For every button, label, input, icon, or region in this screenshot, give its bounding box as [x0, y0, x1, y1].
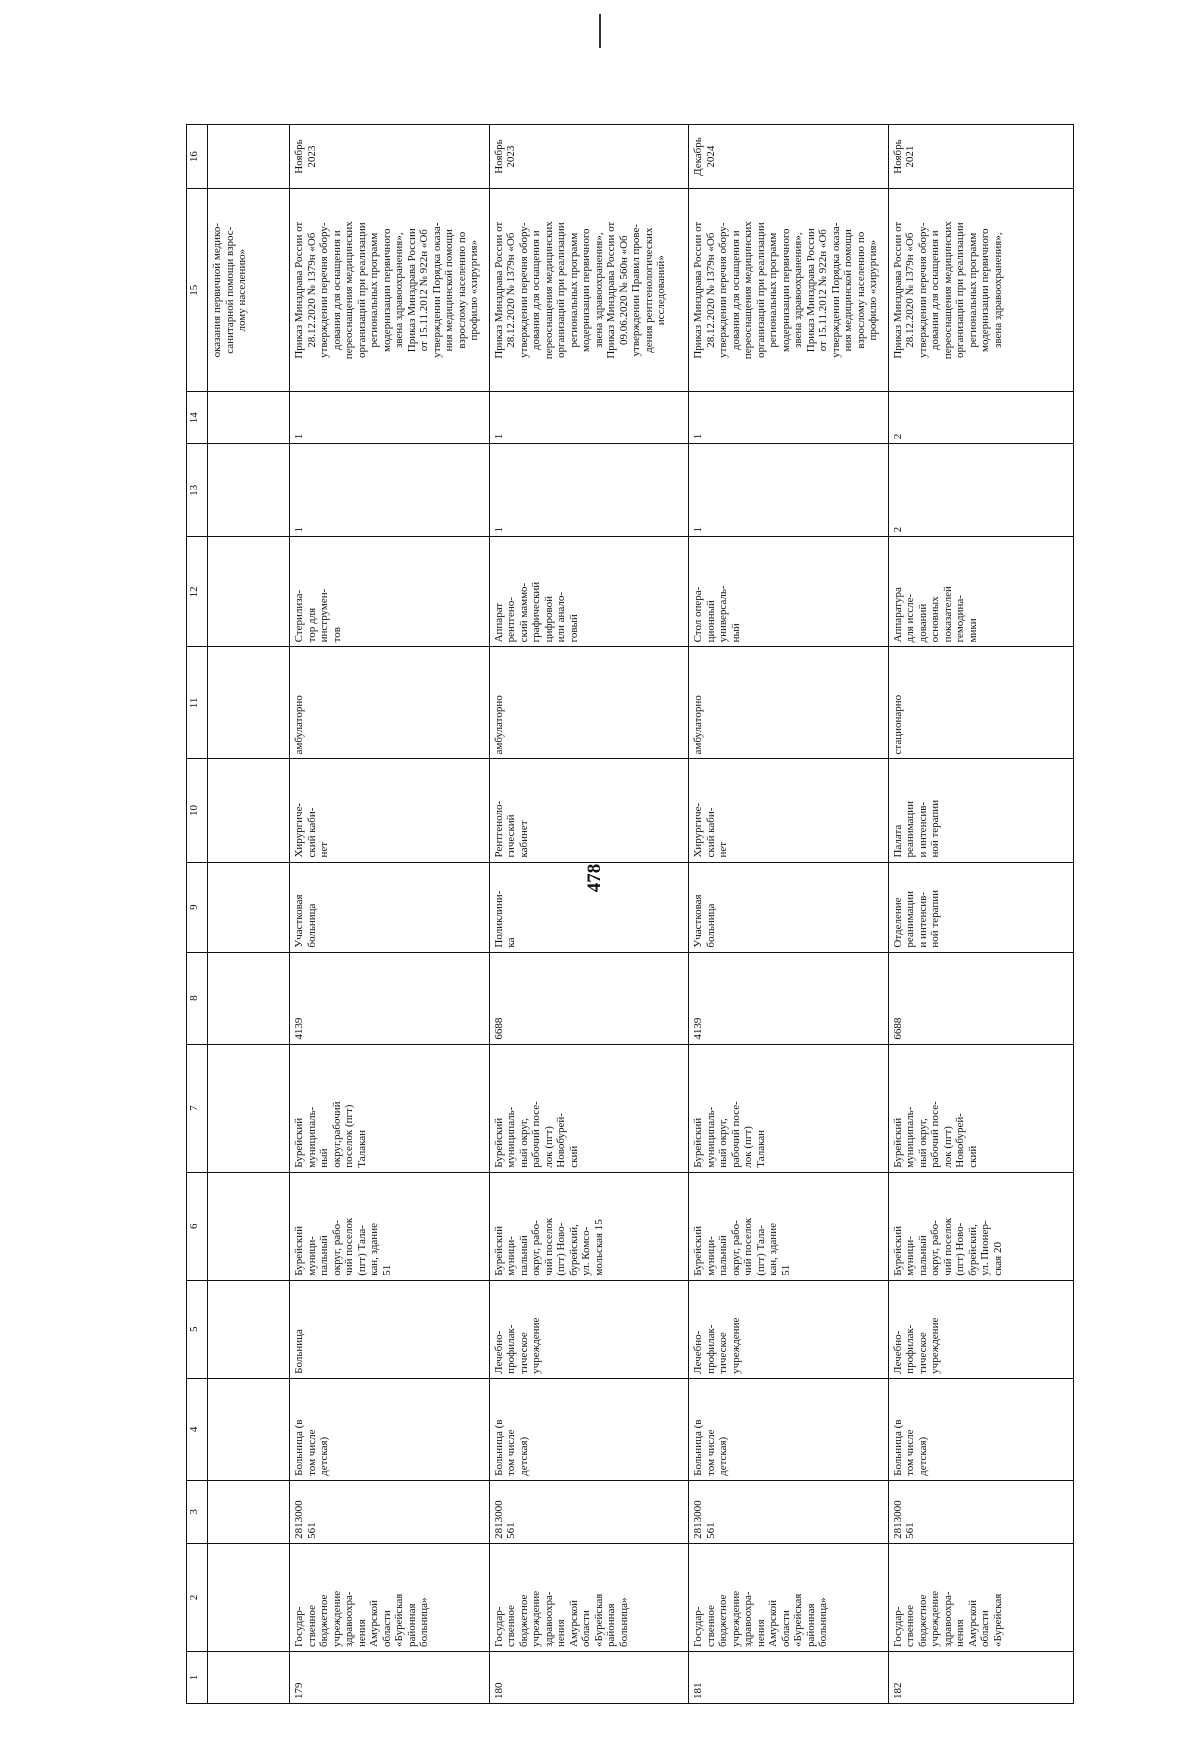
population: 6688 — [489, 952, 688, 1044]
column-number: 3 — [187, 1480, 208, 1543]
table-row — [689, 125, 888, 1704]
address: Бурейский муници- пальный округ, рабо- чий поселок (пгт) Тала- кан, здание 51 — [689, 1172, 888, 1280]
locality: Бурейский муниципаль- ный округ, рабочий посе- лок (пгт) Новобурей- ский — [888, 1044, 1073, 1172]
column-number: 13 — [187, 444, 208, 537]
column-number: 8 — [187, 952, 208, 1044]
column-number: 11 — [187, 647, 208, 759]
delivery-date: Ноябрь 2023 — [290, 125, 489, 189]
quantity-14: 1 — [489, 392, 688, 444]
equipment-name: Аппаратура для иссле- дований основных показателей гемодина- мики — [888, 537, 1073, 647]
column-number: 14 — [187, 392, 208, 444]
institution-kind: Лечебно- профилак- тическое учреждение — [888, 1280, 1073, 1378]
empty-cell — [208, 392, 290, 444]
continuation-text: оказания первичной медико- санитарной помощи взрос- лому населению» — [208, 189, 290, 392]
quantity-14: 1 — [689, 392, 888, 444]
row-number: 180 — [489, 1651, 688, 1703]
quantity-13: 1 — [689, 444, 888, 537]
unit: Рентгеноло- гический кабинет — [489, 759, 688, 862]
institution-kind: Больница — [290, 1280, 489, 1378]
table-row — [290, 125, 489, 1704]
column-number: 15 — [187, 189, 208, 392]
locality: Бурейский муниципаль- ный округ,рабочий поселок (пгт) Талакан — [290, 1044, 489, 1172]
empty-cell — [208, 1651, 290, 1703]
address: Бурейский муници- пальный округ, рабо- чий поселок (пгт) Тала- кан, здание 51 — [290, 1172, 489, 1280]
quantity-14: 1 — [290, 392, 489, 444]
legal-basis: Приказ Минздрава России от 28.12.2020 № 1379н «Об утверждении перечня обору- дования для оснащения и переоснащения медицинских организаций при реализации региональных программ модернизации первичного звена здравоохранения», Приказ Минздрава России от 09.06.2020 № 560н «Об утверждении Правил прове- дения рентгенологических исследований» — [489, 189, 688, 392]
quantity-13: 2 — [888, 444, 1073, 537]
organization-name: Государ- ственное бюджетное учреждение здравоохра- нения Амурской области «Бурейская районная больница» — [290, 1543, 489, 1651]
column-number: 2 — [187, 1543, 208, 1651]
equipment-registry-table — [186, 124, 1074, 1704]
empty-cell — [208, 862, 290, 952]
rotated-table-frame — [186, 124, 1074, 1704]
unit: Хирургиче- ский каби- нет — [689, 759, 888, 862]
empty-cell — [208, 125, 290, 189]
table-row — [888, 125, 1073, 1704]
quantity-13: 1 — [489, 444, 688, 537]
equipment-name: Стол опера- ционный универсаль- ный — [689, 537, 888, 647]
organization-type: Больница (в том числе детская) — [888, 1378, 1073, 1480]
organization-code: 2813000 561 — [689, 1480, 888, 1543]
delivery-date: Декабрь 2024 — [689, 125, 888, 189]
column-number: 7 — [187, 1044, 208, 1172]
delivery-date: Ноябрь 2023 — [489, 125, 688, 189]
institution-kind: Лечебно- профилак- тическое учреждение — [689, 1280, 888, 1378]
equipment-name: Аппарат рентгено- ский маммо- графический цифровой или анало- говый — [489, 537, 688, 647]
empty-cell — [208, 1378, 290, 1480]
care-conditions: стационарно — [888, 647, 1073, 759]
locality: Бурейский муниципаль- ный округ, рабочий посе- лок (пгт) Новобурей- ский — [489, 1044, 688, 1172]
empty-cell — [208, 952, 290, 1044]
equipment-name: Стерилиза- тор для инструмен- тов — [290, 537, 489, 647]
continuation-row — [208, 125, 290, 1704]
column-number: 16 — [187, 125, 208, 189]
population: 6688 — [888, 952, 1073, 1044]
empty-cell — [208, 1172, 290, 1280]
legal-basis: Приказ Минздрава России от 28.12.2020 № 1379н «Об утверждении перечня обору- дования для оснащения и переоснащения медицинских организаций при реализации региональных программ модернизации первичного звена здравоохранения», Приказ Минздрава России от 15.11.2012 № 922н «Об утверждении Порядка оказа- ния медицинской помощи взрослому населению по профилю «хирургия» — [290, 189, 489, 392]
margin-mark — [599, 14, 601, 48]
subdivision: Отделение реанимации и интенсив- ной терапии — [888, 862, 1073, 952]
subdivision: Поликлини- ка — [489, 862, 688, 952]
unit: Хирургиче- ский каби- нет — [290, 759, 489, 862]
organization-name: Государ- ственное бюджетное учреждение здравоохра- нения Амурской области «Бурейская районная больница» — [689, 1543, 888, 1651]
organization-name: Государ- ственное бюджетное учреждение здравоохра- нения Амурской области «Бурейская районная больница» — [489, 1543, 688, 1651]
organization-type: Больница (в том числе детская) — [689, 1378, 888, 1480]
organization-type: Больница (в том числе детская) — [290, 1378, 489, 1480]
organization-code: 2813000 561 — [290, 1480, 489, 1543]
legal-basis: Приказ Минздрава России от 28.12.2020 № 1379н «Об утверждении перечня обору- дования для оснащения и переоснащения медицинских организаций при реализации региональных программ модернизации первичного звена здравоохранения», Приказ Минздрава России от 15.11.2012 № 922н «Об утверждении Порядка оказа- ния медицинской помощи взрослому населению по профилю «хирургия» — [689, 189, 888, 392]
care-conditions: амбулаторно — [689, 647, 888, 759]
row-number: 181 — [689, 1651, 888, 1703]
address: Бурейский муници- пальный округ, рабо- чий поселок (пгт) Ново- бурейский, ул. Пионер- ская 20 — [888, 1172, 1073, 1280]
column-number: 12 — [187, 537, 208, 647]
empty-cell — [208, 1280, 290, 1378]
row-number: 182 — [888, 1651, 1073, 1703]
empty-cell — [208, 537, 290, 647]
quantity-13: 1 — [290, 444, 489, 537]
empty-cell — [208, 647, 290, 759]
column-number: 5 — [187, 1280, 208, 1378]
subdivision: Участковая больница — [689, 862, 888, 952]
column-number: 1 — [187, 1651, 208, 1703]
institution-kind: Лечебно- профилак- тическое учреждение — [489, 1280, 688, 1378]
empty-cell — [208, 1480, 290, 1543]
organization-type: Больница (в том числе детская) — [489, 1378, 688, 1480]
page-number: 478 — [584, 863, 605, 893]
care-conditions: амбулаторно — [489, 647, 688, 759]
column-number: 4 — [187, 1378, 208, 1480]
subdivision: Участковая больница — [290, 862, 489, 952]
care-conditions: амбулаторно — [290, 647, 489, 759]
population: 4139 — [689, 952, 888, 1044]
column-number: 9 — [187, 862, 208, 952]
organization-name: Государ- ственное бюджетное учреждение здравоохра- нения Амурской области «Бурейская — [888, 1543, 1073, 1651]
row-number: 179 — [290, 1651, 489, 1703]
empty-cell — [208, 1543, 290, 1651]
empty-cell — [208, 444, 290, 537]
population: 4139 — [290, 952, 489, 1044]
column-number: 6 — [187, 1172, 208, 1280]
table-row — [489, 125, 688, 1704]
organization-code: 2813000 561 — [888, 1480, 1073, 1543]
delivery-date: Ноябрь 2021 — [888, 125, 1073, 189]
empty-cell — [208, 759, 290, 862]
address: Бурейский муници- пальный округ, рабо- чий поселок (пгт) Ново- бурейский, ул. Комсо- мольская 15 — [489, 1172, 688, 1280]
organization-code: 2813000 561 — [489, 1480, 688, 1543]
locality: Бурейский муниципаль- ный округ, рабочий посе- лок (пгт) Талакан — [689, 1044, 888, 1172]
column-number: 10 — [187, 759, 208, 862]
empty-cell — [208, 1044, 290, 1172]
quantity-14: 2 — [888, 392, 1073, 444]
legal-basis: Приказ Минздрава России от 28.12.2020 № 1379н «Об утверждении перечня обору- дования для оснащения и переоснащения медицинских организаций при реализации региональных программ модернизации первичного звена здравоохранения», — [888, 189, 1073, 392]
unit: Палата реанимации и интенсив- ной терапии — [888, 759, 1073, 862]
column-number-row — [187, 125, 208, 1704]
